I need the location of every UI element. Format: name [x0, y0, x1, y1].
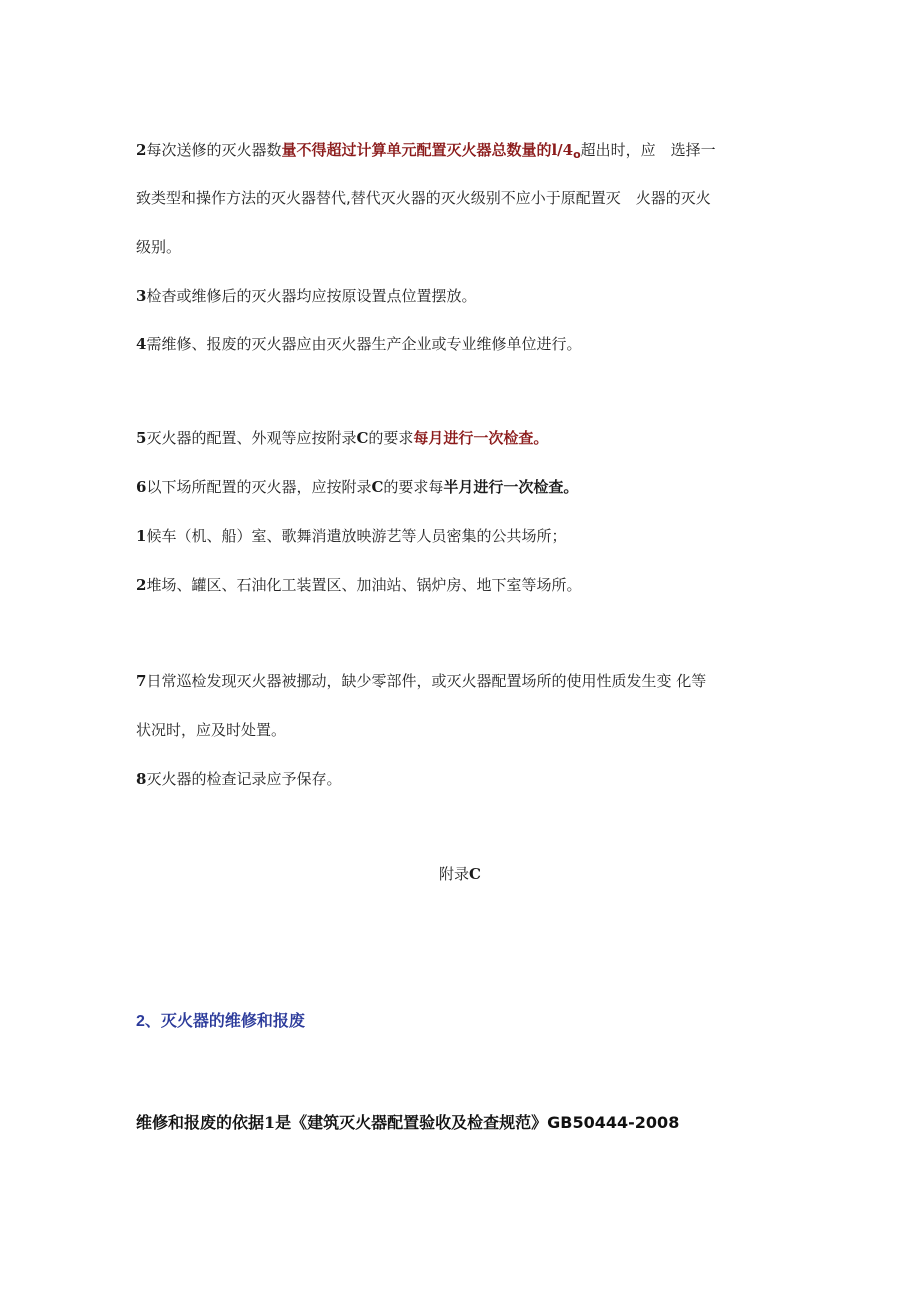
item-text: 堆场、罐区、石油化工装置区、加油站、锅炉房、地下室等场所。	[146, 576, 582, 594]
appendix-letter: C	[356, 429, 369, 447]
item-text: 的要求每	[383, 478, 444, 496]
item-number: 7	[136, 672, 147, 690]
appendix-label: 附录	[439, 865, 470, 883]
item-text: 灭火器的配置、外观等应按附录	[146, 429, 357, 447]
item-number: 1	[136, 527, 147, 545]
highlight-fraction: l/4	[551, 141, 574, 159]
item-5	[136, 427, 548, 449]
sub-item-1	[136, 525, 566, 547]
item-text: 超出时，应 选择一	[580, 141, 716, 159]
appendix-letter: C	[371, 478, 384, 496]
section-heading: 2、灭火器的维修和报废	[136, 1013, 305, 1030]
item-text: 需维修、报废的灭火器应由灭火器生产企业或专业维修单位进行。	[146, 335, 582, 353]
item-text: 每次送修的灭火器数	[146, 141, 282, 159]
item-number: 4	[136, 335, 147, 353]
item-number: 5	[136, 429, 147, 447]
item-number: 2	[136, 576, 147, 594]
item-3	[136, 285, 476, 307]
item-text: 检杳或维修后的灭火器均应按原设置点位置摆放。	[146, 287, 477, 305]
item-2-line-3: 级别。	[136, 238, 182, 256]
item-8	[136, 768, 341, 790]
basis-standard: 是《建筑灭火器配置验收及检查规范》GB50444-2008	[275, 1113, 680, 1132]
item-text: 灭火器的检查记录应予保存。	[146, 770, 342, 788]
item-2-line-1	[136, 139, 716, 166]
item-number: 3	[136, 287, 147, 305]
basis-text: 维修和报废的依据	[136, 1113, 265, 1132]
item-text: 的要求	[368, 429, 414, 447]
bold-text: 半月进行一次检查。	[443, 478, 579, 496]
item-6	[136, 476, 578, 498]
item-number: 6	[136, 478, 147, 496]
item-number: 8	[136, 770, 147, 788]
basis-number: 1	[264, 1113, 276, 1132]
sub-item-2	[136, 574, 581, 596]
item-7-line-2: 状况时，应及时处置。	[136, 721, 287, 739]
highlight-text: 量不得超过计算单元配置灭火器总数量的	[281, 141, 552, 159]
item-number: 2	[136, 141, 147, 159]
item-2-line-2: 致类型和操作方法的灭火器替代,替代灭火器的灭火级别不应小于原配置灭 火器的灭火	[136, 189, 711, 207]
highlight-subscript: o	[573, 148, 581, 161]
appendix-title	[0, 863, 920, 885]
highlight-text: 每月进行一次检查。	[413, 429, 549, 447]
appendix-letter: C	[469, 865, 481, 883]
item-4	[136, 333, 581, 355]
item-text: 候车（机、船）室、歌舞消遣放映游艺等人员密集的公共场所；	[146, 527, 567, 545]
item-7-line-1	[136, 670, 706, 692]
item-text: 日常巡检发现灭火器被挪动，缺少零部件，或灭火器配置场所的使用性质发生变 化等	[146, 672, 707, 690]
item-text: 以下场所配置的灭火器，应按附录	[146, 478, 372, 496]
basis-line	[136, 1112, 679, 1134]
